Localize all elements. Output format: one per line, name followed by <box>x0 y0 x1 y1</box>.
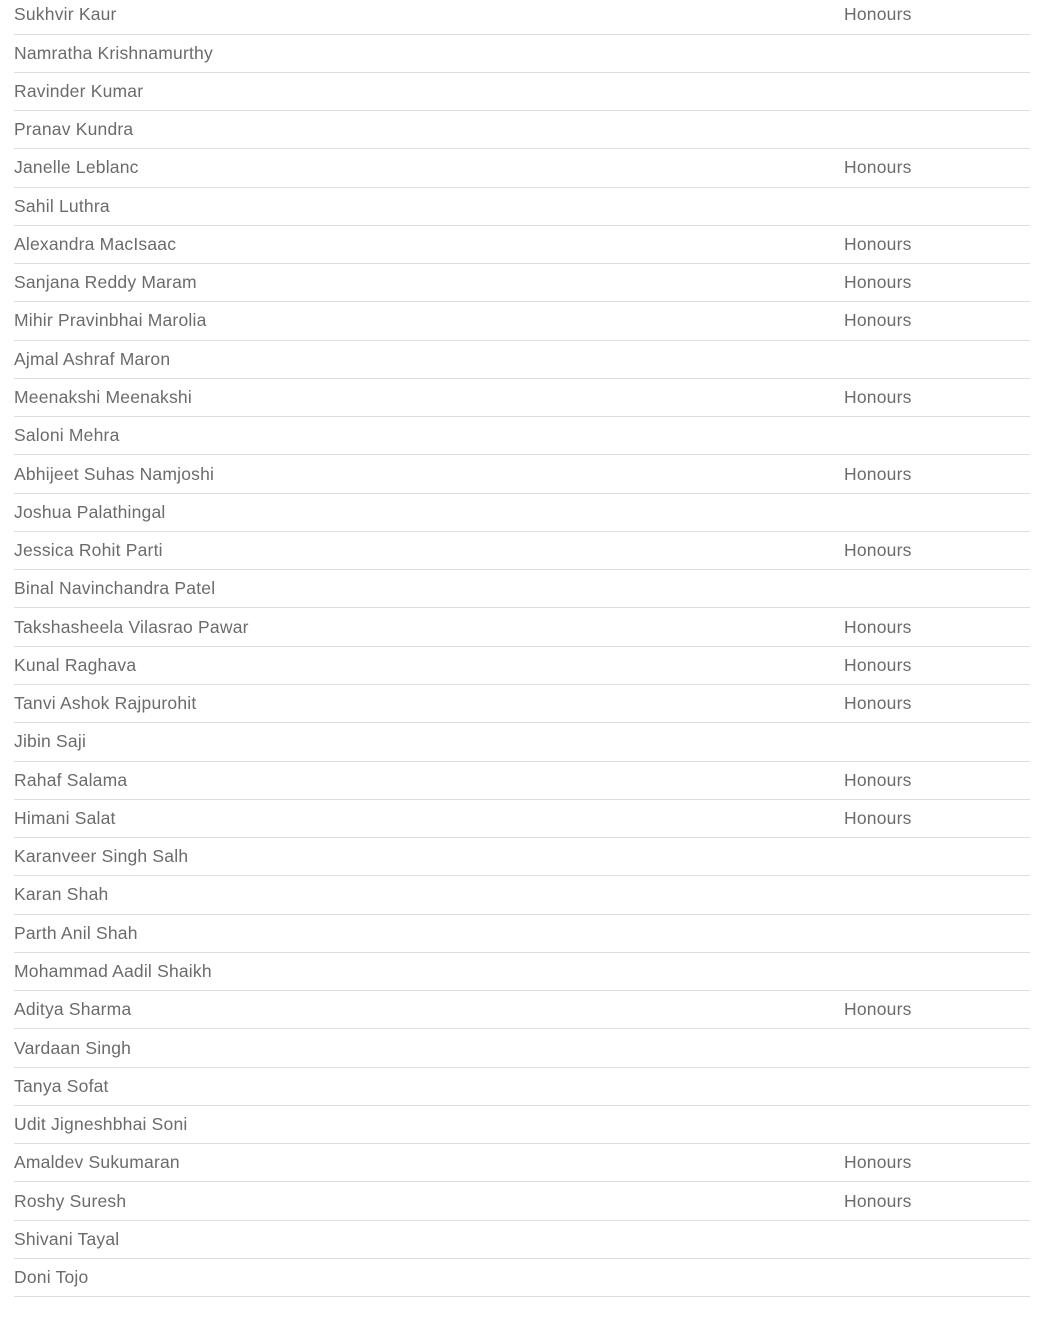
graduate-name: Shivani Tayal <box>14 1228 120 1249</box>
graduate-row <box>14 762 1030 800</box>
graduate-name: Sanjana Reddy Maram <box>14 272 197 293</box>
honours-label: Honours <box>844 807 912 828</box>
graduate-name: Himani Salat <box>14 807 116 828</box>
graduate-row <box>14 264 1030 302</box>
graduate-name: Tanvi Ashok Rajpurohit <box>14 693 197 714</box>
graduate-row <box>14 838 1030 876</box>
graduate-name: Saloni Mehra <box>14 425 120 446</box>
graduate-name: Karanveer Singh Salh <box>14 846 189 867</box>
graduate-row <box>14 991 1030 1029</box>
graduate-row <box>14 188 1030 226</box>
graduate-name: Namratha Krishnamurthy <box>14 42 213 63</box>
graduate-row <box>14 800 1030 838</box>
honours-label: Honours <box>844 769 912 790</box>
graduate-name: Mohammad Aadil Shaikh <box>14 961 212 981</box>
honours-label: Honours <box>844 693 912 714</box>
graduate-row <box>14 341 1030 379</box>
graduate-row <box>14 0 1030 35</box>
graduate-row <box>14 1221 1030 1259</box>
graduate-row <box>14 1182 1030 1220</box>
honours-label: Honours <box>844 463 912 484</box>
honours-label: Honours <box>844 1152 912 1173</box>
graduate-name: Binal Navinchandra Patel <box>14 578 216 599</box>
graduate-name: Udit Jigneshbhai Soni <box>14 1114 188 1135</box>
graduate-name: Alexandra MacIsaac <box>14 233 177 254</box>
graduate-row <box>14 226 1030 264</box>
graduate-row <box>14 532 1030 570</box>
graduate-name: Joshua Palathingal <box>14 501 166 522</box>
graduate-name: Tanya Sofat <box>14 1075 109 1096</box>
honours-label: Honours <box>844 157 912 178</box>
graduate-name: Vardaan Singh <box>14 1037 132 1058</box>
graduate-row <box>14 953 1030 991</box>
graduate-name: Takshasheela Vilasrao Pawar <box>14 616 249 637</box>
graduate-name: Doni Tojo <box>14 1267 89 1288</box>
graduate-name: Ravinder Kumar <box>14 80 144 101</box>
graduate-row <box>14 494 1030 532</box>
honours-label: Honours <box>844 540 912 561</box>
graduate-name: Jessica Rohit Parti <box>14 540 163 561</box>
graduate-row <box>14 149 1030 187</box>
graduate-row <box>14 685 1030 723</box>
honours-label: Honours <box>844 616 912 637</box>
graduate-row <box>14 608 1030 646</box>
honours-label: Honours <box>844 4 912 24</box>
graduate-name: Karan Shah <box>14 884 109 905</box>
honours-label: Honours <box>844 387 912 408</box>
graduate-name: Rahaf Salama <box>14 769 128 790</box>
graduate-row <box>14 570 1030 608</box>
graduate-row <box>14 417 1030 455</box>
graduate-name: Sahil Luthra <box>14 195 110 216</box>
graduate-name: Janelle Leblanc <box>14 157 139 178</box>
graduate-name: Amaldev Sukumaran <box>14 1152 180 1173</box>
graduate-name: Jibin Saji <box>14 731 87 752</box>
graduate-row <box>14 1106 1030 1144</box>
graduate-name: Meenakshi Meenakshi <box>14 387 192 408</box>
graduate-name: Mihir Pravinbhai Marolia <box>14 310 207 331</box>
graduate-row <box>14 35 1030 73</box>
graduate-row <box>14 379 1030 417</box>
graduate-name: Roshy Suresh <box>14 1190 127 1211</box>
graduate-name: Abhijeet Suhas Namjoshi <box>14 463 215 484</box>
graduate-list <box>14 0 1030 1297</box>
graduate-row <box>14 876 1030 914</box>
graduate-row <box>14 302 1030 340</box>
graduate-name: Parth Anil Shah <box>14 922 138 943</box>
honours-label: Honours <box>844 233 912 254</box>
graduate-row <box>14 1259 1030 1297</box>
honours-label: Honours <box>844 1190 912 1211</box>
graduate-name: Sukhvir Kaur <box>14 4 117 24</box>
graduate-row <box>14 455 1030 493</box>
honours-label: Honours <box>844 310 912 331</box>
graduate-row <box>14 111 1030 149</box>
graduate-row <box>14 1029 1030 1067</box>
graduate-name: Aditya Sharma <box>14 999 132 1020</box>
honours-label: Honours <box>844 654 912 675</box>
honours-label: Honours <box>844 999 912 1020</box>
graduate-row <box>14 1144 1030 1182</box>
graduate-row <box>14 723 1030 761</box>
graduate-row <box>14 647 1030 685</box>
graduate-name: Kunal Raghava <box>14 654 137 675</box>
graduate-name: Pranav Kundra <box>14 119 134 140</box>
graduate-name: Ajmal Ashraf Maron <box>14 348 171 369</box>
graduate-row <box>14 915 1030 953</box>
graduate-row <box>14 73 1030 111</box>
honours-label: Honours <box>844 272 912 293</box>
graduate-row <box>14 1068 1030 1106</box>
